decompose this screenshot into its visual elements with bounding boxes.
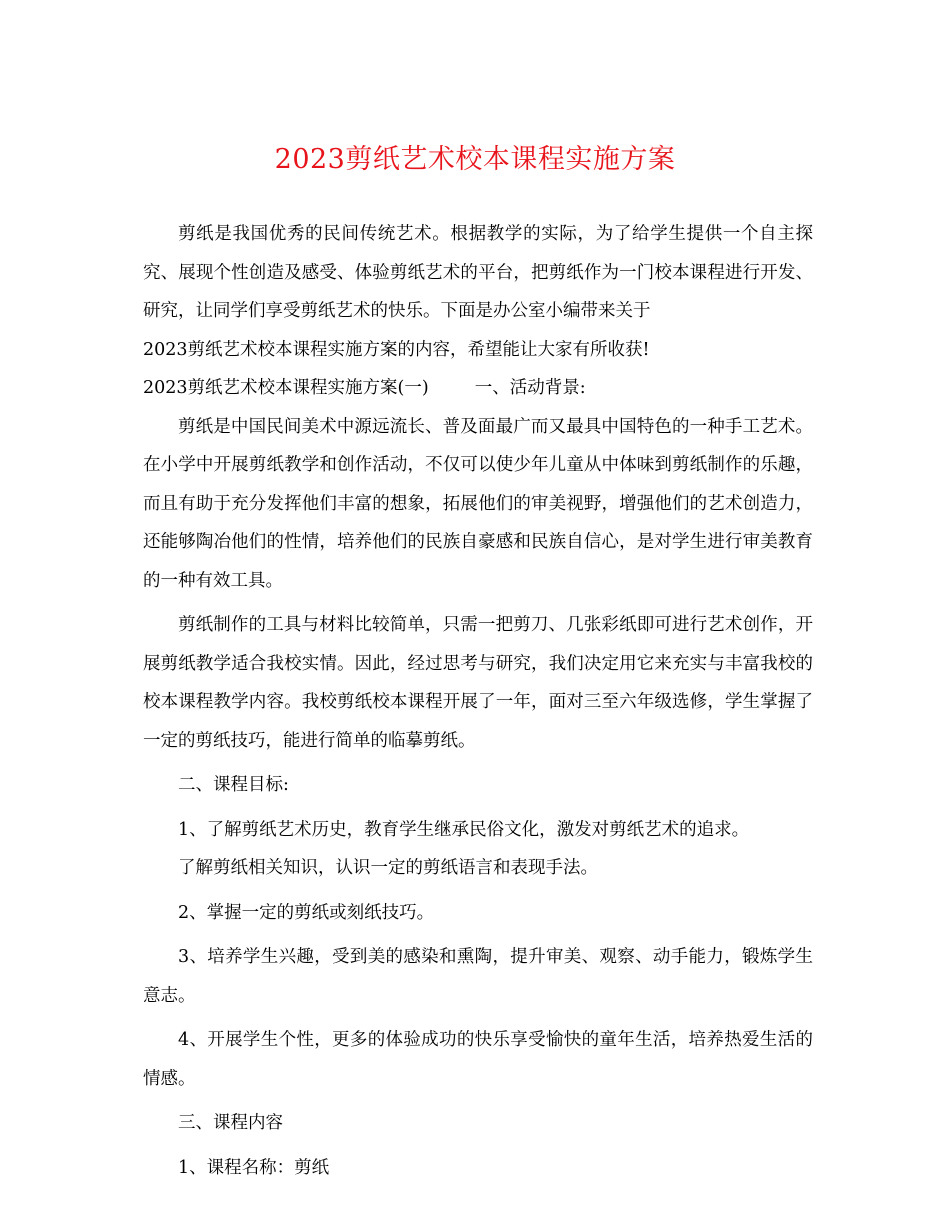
document-body [143,215,813,1187]
goal-item-1: 1、了解剪纸艺术历史，教育学生继承民俗文化，激发对剪纸艺术的追求。 [178,819,750,840]
section-heading: 一、活动背景: [474,378,586,398]
goal-item-4: 4、开展学生个性，更多的体验成功的快乐享受愉快的童年生活，培养热爱生活的情感。 [143,1030,813,1089]
intro-paragraph-tail: 2023剪纸艺术校本课程实施方案的内容，希望能让大家有所收获! [143,339,650,360]
section-label: 2023剪纸艺术校本课程实施方案(一) [143,378,429,398]
document-title: 2023剪纸艺术校本课程实施方案 [274,144,676,175]
content-heading: 三、课程内容 [178,1113,283,1133]
intro-paragraph: 剪纸是我国优秀的民间传统艺术。根据教学的实际，为了给学生提供一个自主探究、展现个性创造及感受、体验剪纸艺术的平台，把剪纸作为一门校本课程进行开发、研究，让同学们享受剪纸艺术的快乐。下面是办公室小编带来关于 [143,224,813,321]
content-item-1: 1、课程名称：剪纸 [178,1157,330,1178]
goal-item-2: 2、掌握一定的剪纸或刻纸技巧。 [178,902,435,923]
goal-item-3: 3、培养学生兴趣，受到美的感染和熏陶，提升审美、观察、动手能力，锻炼学生意志。 [143,947,813,1006]
background-paragraph-1: 剪纸是中国民间美术中源远流长、普及面最广而又最具中国特色的一种手工艺术。在小学中开展剪纸教学和创作活动，不仅可以使少年儿童从中体味到剪纸制作的乐趣，而且有助于充分发挥他们丰富的想象，拓展他们的审美视野，增强他们的艺术创造力，还能够陶冶他们的性情，培养他们的民族自豪感和民族自信心，是对学生进行审美教育的一种有效工具。 [143,416,813,591]
goals-heading: 二、课程目标: [178,775,289,795]
background-paragraph-2: 剪纸制作的工具与材料比较简单，只需一把剪刀、几张彩纸即可进行艺术创作，开展剪纸教学适合我校实情。因此，经过思考与研究，我们决定用它来充实与丰富我校的校本课程教学内容。我校剪纸校本课程开展了一年，面对三至六年级选修，学生掌握了一定的剪纸技巧，能进行简单的临摹剪纸。 [143,615,813,751]
section-line [143,369,813,408]
goal-item-1b: 了解剪纸相关知识，认识一定的剪纸语言和表现手法。 [178,858,598,878]
